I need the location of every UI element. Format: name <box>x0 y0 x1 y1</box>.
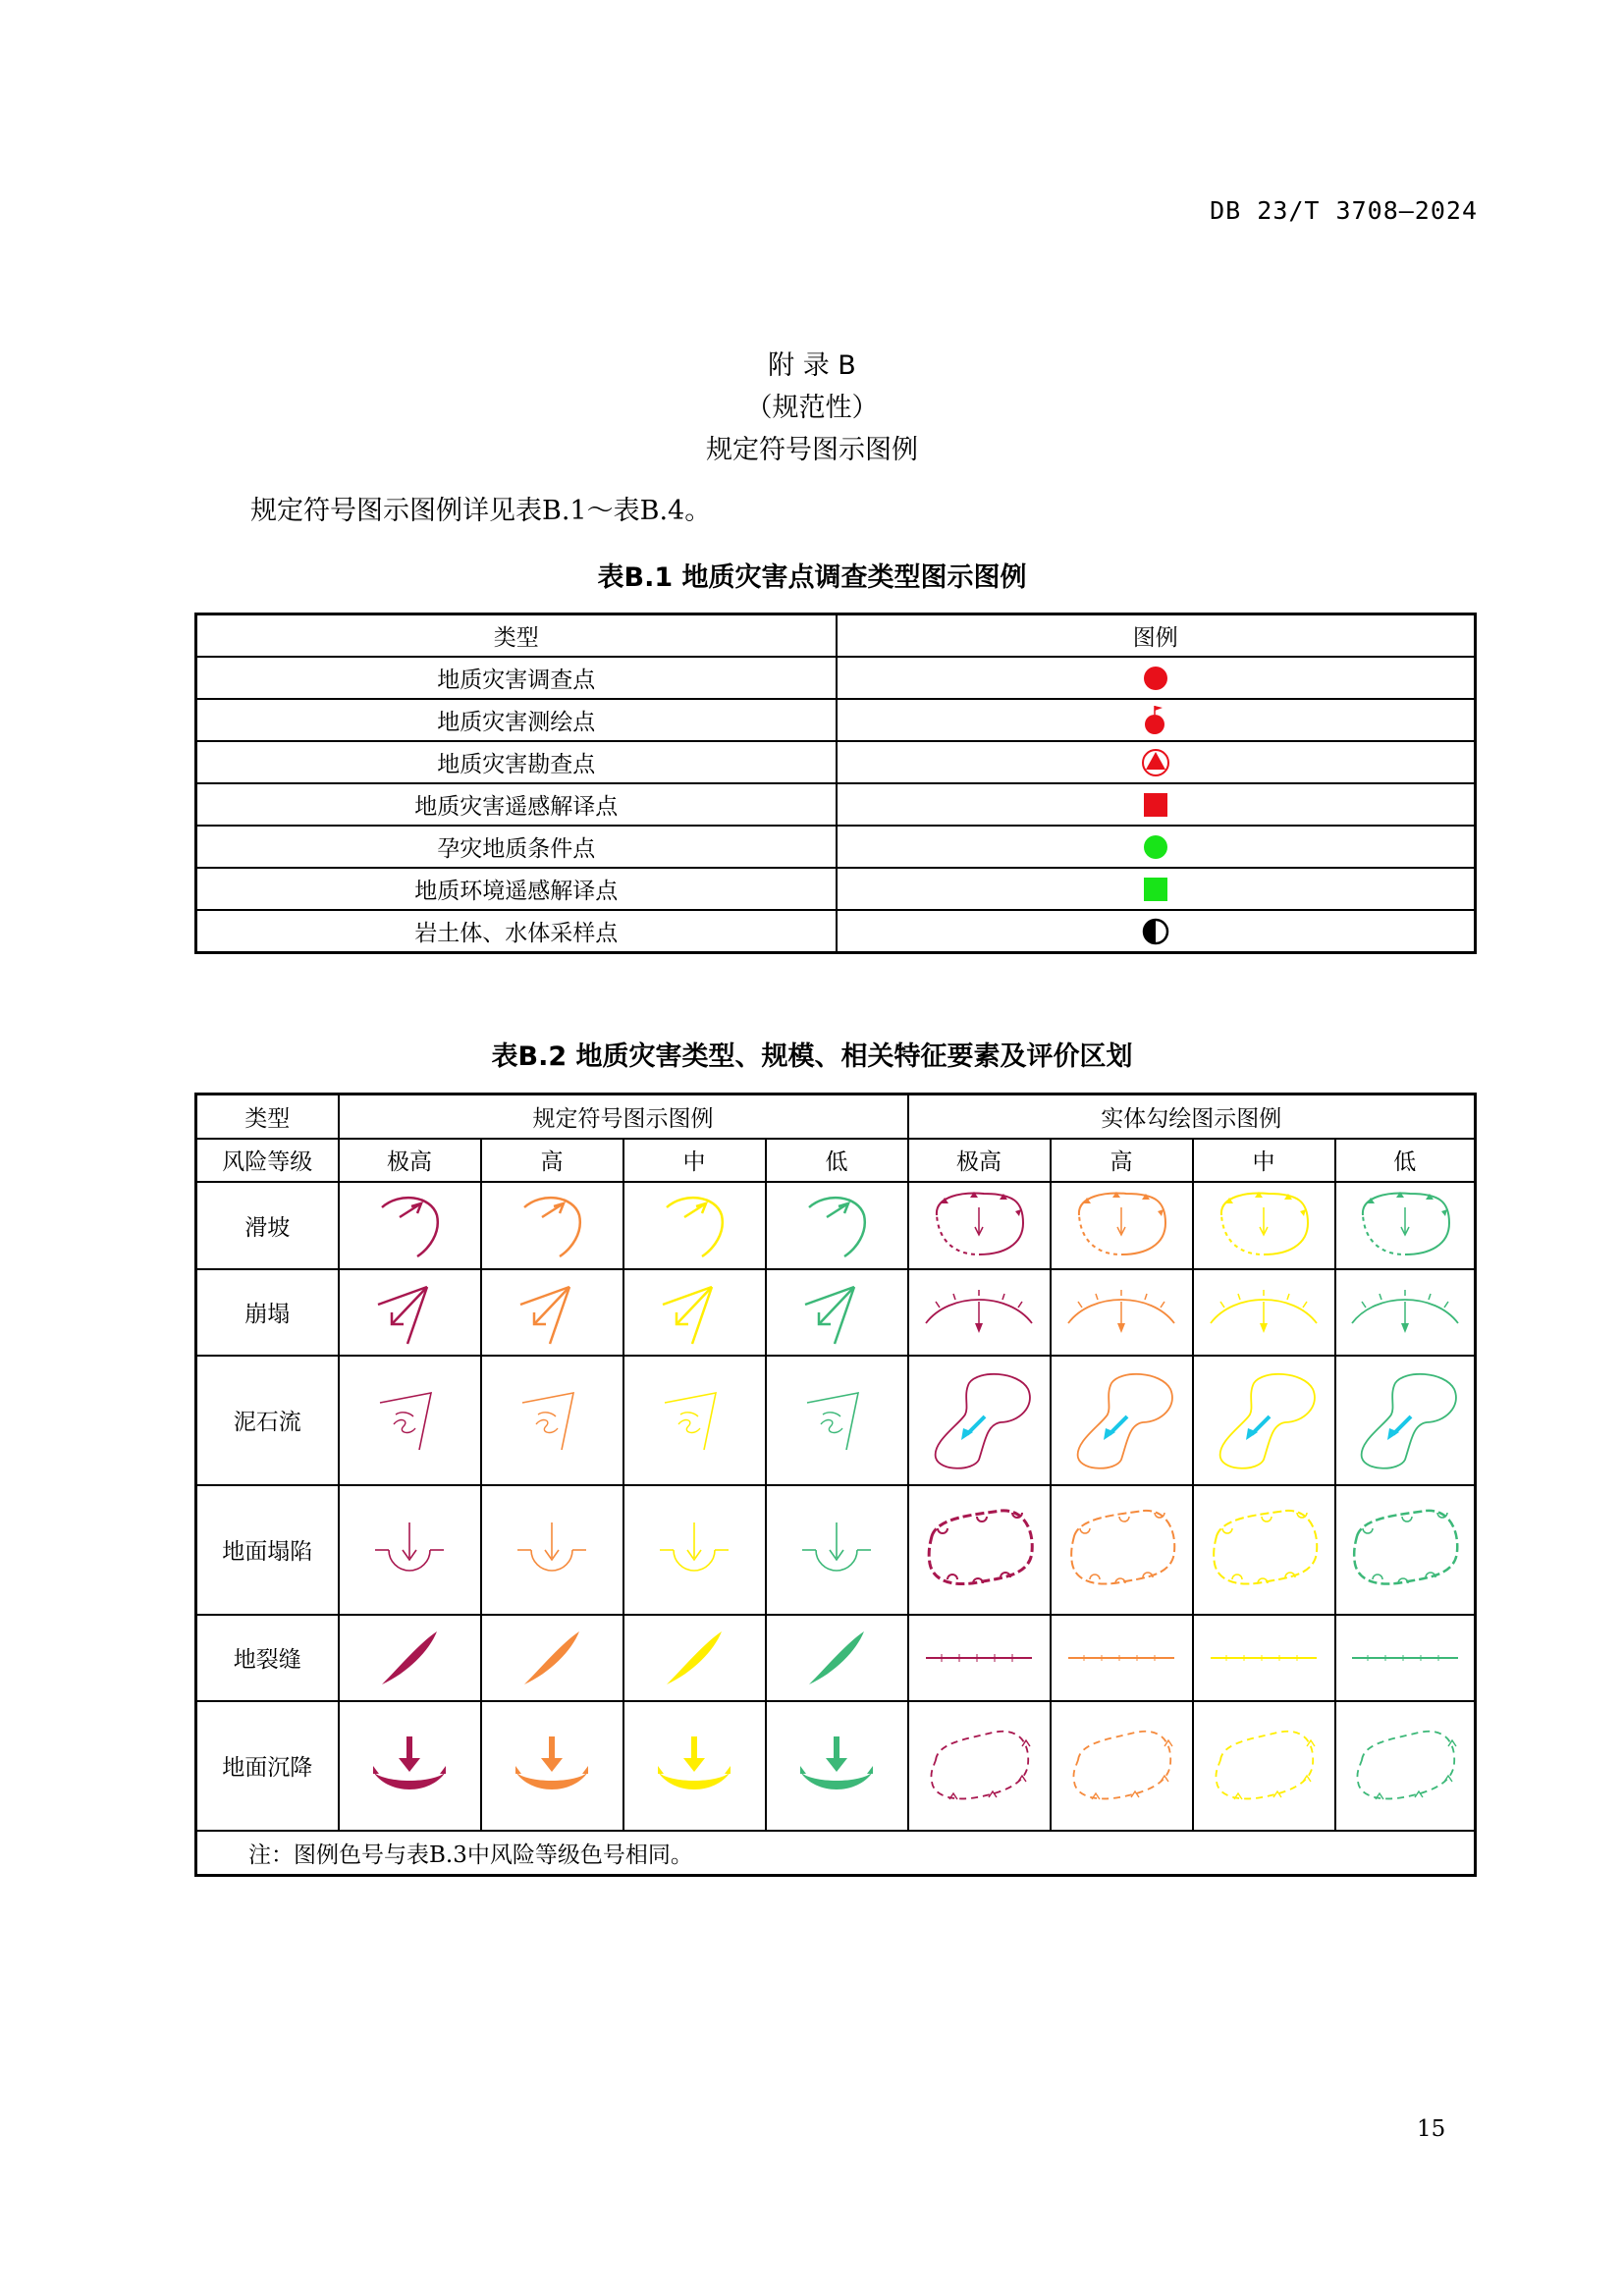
outline-cell <box>1335 1485 1476 1615</box>
table-row <box>196 910 1476 953</box>
row-label: 地质灾害勘查点 <box>196 741 837 783</box>
table-header-row <box>196 1095 1476 1139</box>
symbol-cell <box>481 1485 623 1615</box>
debris-flow-outline-icon <box>1205 1363 1323 1476</box>
level-header: 中 <box>623 1139 766 1182</box>
ground-collapse-outline-icon <box>1060 1501 1183 1599</box>
row-label: 地质灾害调查点 <box>196 657 837 699</box>
ground-fissure-icon <box>797 1624 876 1692</box>
debris-flow-icon <box>655 1381 733 1460</box>
symbol-cell <box>481 1269 623 1356</box>
symbol-cell <box>481 1356 623 1485</box>
ground-collapse-outline-icon <box>1343 1501 1466 1599</box>
appendix-title: 附 录 B <box>768 350 856 381</box>
land-subsidence-icon <box>650 1727 738 1805</box>
collapse-outline-icon <box>1205 1278 1323 1347</box>
table-b1-caption: 表B.1 地质灾害点调查类型图示图例 <box>597 562 1027 593</box>
symbol-cell <box>623 1356 766 1485</box>
table-row <box>196 657 1476 699</box>
table-row <box>196 783 1476 826</box>
column-header-legend: 图例 <box>837 614 1476 658</box>
row-label: 崩塌 <box>196 1269 339 1356</box>
table-note: 注：图例色号与表B.3中风险等级色号相同。 <box>196 1831 1476 1876</box>
table-b1 <box>194 613 1477 954</box>
outline-cell <box>1335 1615 1476 1701</box>
outline-cell <box>1193 1615 1335 1701</box>
half-filled-circle-icon <box>1136 914 1175 949</box>
row-label: 地质灾害遥感解译点 <box>196 783 837 826</box>
debris-flow-icon <box>797 1381 876 1460</box>
table-row <box>196 1485 1476 1615</box>
debris-flow-icon <box>370 1381 449 1460</box>
ground-fissure-outline-icon <box>1346 1638 1464 1678</box>
symbol-cell <box>766 1269 908 1356</box>
level-header: 低 <box>766 1139 908 1182</box>
collapse-outline-icon <box>1062 1278 1180 1347</box>
outline-cell <box>908 1701 1051 1831</box>
level-header: 极高 <box>339 1139 481 1182</box>
row-label: 地裂缝 <box>196 1615 339 1701</box>
page-number: 15 <box>1417 2116 1446 2142</box>
outline-cell <box>1051 1485 1193 1615</box>
table-header-row <box>196 614 1476 658</box>
appendix-subtitle: 规定符号图示图例 <box>706 435 918 465</box>
legend-cell <box>837 657 1476 699</box>
red-square-icon <box>1136 787 1175 823</box>
column-header-symbol: 规定符号图示图例 <box>339 1095 908 1139</box>
table-row <box>196 868 1476 910</box>
collapse-icon <box>370 1275 449 1350</box>
outline-cell <box>908 1356 1051 1485</box>
outline-cell <box>908 1182 1051 1269</box>
symbol-cell <box>339 1701 481 1831</box>
outline-cell <box>1335 1182 1476 1269</box>
table-b2-caption: 表B.2 地质灾害类型、规模、相关特征要素及评价区划 <box>491 1041 1133 1072</box>
level-header: 中 <box>1193 1139 1335 1182</box>
row-label: 岩土体、水体采样点 <box>196 910 837 953</box>
land-subsidence-icon <box>792 1727 881 1805</box>
table-row <box>196 699 1476 741</box>
outline-cell <box>1335 1269 1476 1356</box>
legend-cell <box>837 868 1476 910</box>
outline-cell <box>1051 1701 1193 1831</box>
table-row <box>196 826 1476 868</box>
land-subsidence-icon <box>508 1727 596 1805</box>
outline-cell <box>1193 1701 1335 1831</box>
ground-fissure-icon <box>655 1624 733 1692</box>
symbol-cell <box>481 1615 623 1701</box>
legend-cell <box>837 699 1476 741</box>
legend-cell <box>837 826 1476 868</box>
column-header-type: 类型 <box>196 1095 339 1139</box>
symbol-cell <box>623 1269 766 1356</box>
symbol-cell <box>766 1485 908 1615</box>
outline-cell <box>1051 1356 1193 1485</box>
level-header: 低 <box>1335 1139 1476 1182</box>
ground-collapse-outline-icon <box>1203 1501 1326 1599</box>
table-row <box>196 1269 1476 1356</box>
symbol-cell <box>481 1182 623 1269</box>
table-row <box>196 1701 1476 1831</box>
outline-cell <box>1335 1701 1476 1831</box>
column-header-type: 类型 <box>196 614 837 658</box>
table-b2 <box>194 1093 1477 1877</box>
collapse-icon <box>797 1275 876 1350</box>
row-label: 地面沉降 <box>196 1701 339 1831</box>
table-row <box>196 741 1476 783</box>
symbol-cell <box>339 1485 481 1615</box>
table-row <box>196 1615 1476 1701</box>
green-square-icon <box>1136 872 1175 907</box>
row-label: 地质环境遥感解译点 <box>196 868 837 910</box>
outline-cell <box>1051 1615 1193 1701</box>
legend-cell <box>837 741 1476 783</box>
column-header-risk-level: 风险等级 <box>196 1139 339 1182</box>
intro-paragraph: 规定符号图示图例详见表B.1～表B.4。 <box>250 496 712 526</box>
symbol-cell <box>623 1615 766 1701</box>
outline-cell <box>908 1615 1051 1701</box>
outline-cell <box>908 1485 1051 1615</box>
ground-collapse-icon <box>508 1511 596 1589</box>
outline-cell <box>908 1269 1051 1356</box>
symbol-cell <box>339 1269 481 1356</box>
land-subsidence-outline-icon <box>920 1717 1038 1815</box>
collapse-outline-icon <box>1346 1278 1464 1347</box>
land-subsidence-outline-icon <box>1205 1717 1323 1815</box>
column-header-outline: 实体勾绘图示图例 <box>908 1095 1476 1139</box>
document-number: DB 23/T 3708—2024 <box>1210 196 1478 225</box>
landslide-icon <box>797 1188 876 1262</box>
ground-collapse-icon <box>650 1511 738 1589</box>
row-label: 滑坡 <box>196 1182 339 1269</box>
debris-flow-outline-icon <box>920 1363 1038 1476</box>
landslide-outline-icon <box>925 1186 1033 1264</box>
collapse-icon <box>513 1275 591 1350</box>
ground-fissure-outline-icon <box>920 1638 1038 1678</box>
row-label: 泥石流 <box>196 1356 339 1485</box>
ground-collapse-icon <box>792 1511 881 1589</box>
land-subsidence-outline-icon <box>1062 1717 1180 1815</box>
level-header: 高 <box>481 1139 623 1182</box>
ground-fissure-outline-icon <box>1205 1638 1323 1678</box>
symbol-cell <box>339 1182 481 1269</box>
symbol-cell <box>766 1701 908 1831</box>
appendix-nature: （规范性） <box>745 393 879 423</box>
landslide-icon <box>655 1188 733 1262</box>
outline-cell <box>1051 1269 1193 1356</box>
table-row <box>196 1182 1476 1269</box>
landslide-outline-icon <box>1351 1186 1459 1264</box>
legend-cell <box>837 783 1476 826</box>
landslide-icon <box>513 1188 591 1262</box>
symbol-cell <box>339 1615 481 1701</box>
level-header: 极高 <box>908 1139 1051 1182</box>
debris-flow-outline-icon <box>1346 1363 1464 1476</box>
land-subsidence-outline-icon <box>1346 1717 1464 1815</box>
ground-fissure-outline-icon <box>1062 1638 1180 1678</box>
ground-fissure-icon <box>513 1624 591 1692</box>
level-header: 高 <box>1051 1139 1193 1182</box>
debris-flow-icon <box>513 1381 591 1460</box>
red-circle-icon <box>1136 661 1175 696</box>
outline-cell <box>1051 1182 1193 1269</box>
legend-cell <box>837 910 1476 953</box>
row-label: 地质灾害测绘点 <box>196 699 837 741</box>
symbol-cell <box>766 1615 908 1701</box>
symbol-cell <box>339 1356 481 1485</box>
outline-cell <box>1335 1356 1476 1485</box>
ground-fissure-icon <box>370 1624 449 1692</box>
row-label: 孕灾地质条件点 <box>196 826 837 868</box>
symbol-cell <box>623 1485 766 1615</box>
landslide-icon <box>370 1188 449 1262</box>
red-triangle-in-circle-icon <box>1136 745 1175 780</box>
green-circle-icon <box>1136 829 1175 865</box>
outline-cell <box>1193 1356 1335 1485</box>
collapse-outline-icon <box>920 1278 1038 1347</box>
table-note-row <box>196 1831 1476 1876</box>
ground-collapse-outline-icon <box>918 1501 1041 1599</box>
debris-flow-outline-icon <box>1062 1363 1180 1476</box>
collapse-icon <box>655 1275 733 1350</box>
symbol-cell <box>623 1701 766 1831</box>
land-subsidence-icon <box>365 1727 454 1805</box>
outline-cell <box>1193 1182 1335 1269</box>
symbol-cell <box>481 1701 623 1831</box>
outline-cell <box>1193 1485 1335 1615</box>
ground-collapse-icon <box>365 1511 454 1589</box>
table-row <box>196 1356 1476 1485</box>
outline-cell <box>1193 1269 1335 1356</box>
symbol-cell <box>766 1182 908 1269</box>
table-header-row <box>196 1139 1476 1182</box>
symbol-cell <box>623 1182 766 1269</box>
landslide-outline-icon <box>1210 1186 1318 1264</box>
landslide-outline-icon <box>1067 1186 1175 1264</box>
symbol-cell <box>766 1356 908 1485</box>
red-circle-flag-icon <box>1136 703 1175 738</box>
row-label: 地面塌陷 <box>196 1485 339 1615</box>
